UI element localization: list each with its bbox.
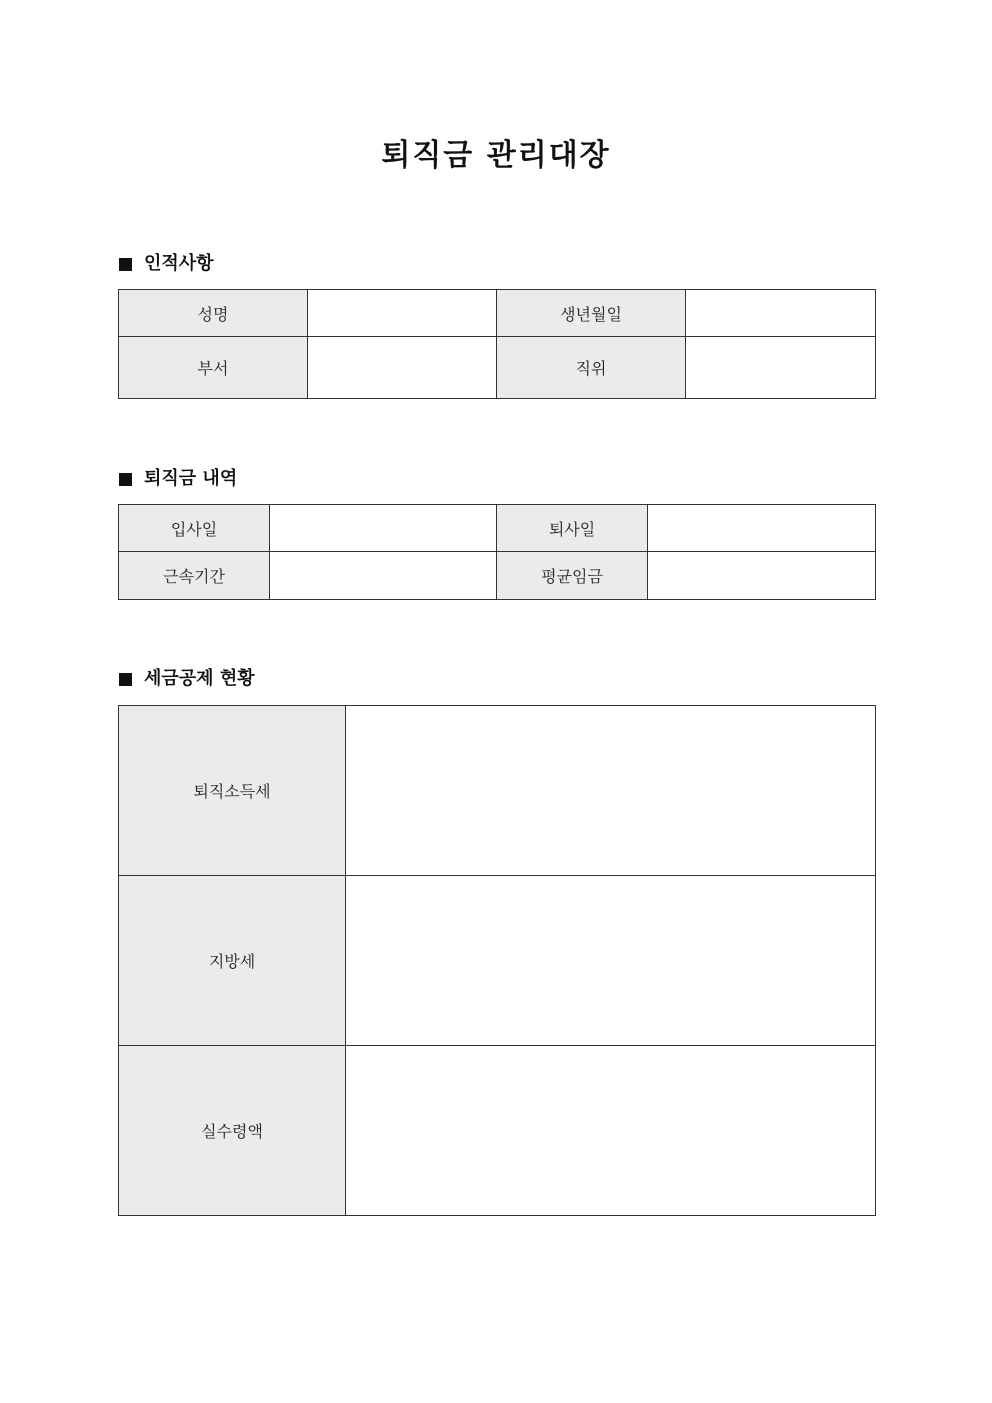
hire-date-label: 입사일 [119,505,270,552]
table-row [119,505,876,552]
tax-deduction-table [118,705,876,1216]
section-heading-label: 세금공제 현황 [144,668,255,689]
service-period-field[interactable] [270,552,497,600]
square-bullet-icon [119,258,132,271]
section-heading-severance [119,467,237,491]
section-heading-label: 인적사항 [144,253,214,274]
table-row [119,337,876,399]
page-title: 퇴직금 관리대장 [381,138,611,173]
name-label: 성명 [119,290,308,337]
section-heading-personal [119,252,214,276]
retire-date-label: 퇴사일 [497,505,648,552]
severance-table [118,504,876,600]
birthdate-field[interactable] [686,290,876,337]
birthdate-label: 생년월일 [497,290,686,337]
name-field[interactable] [308,290,497,337]
retire-date-field[interactable] [648,505,876,552]
department-label: 부서 [119,337,308,399]
table-row [119,876,876,1046]
section-heading-label: 퇴직금 내역 [144,468,238,489]
section-heading-tax [119,667,255,691]
square-bullet-icon [119,673,132,686]
table-row [119,290,876,337]
table-row [119,1046,876,1216]
retirement-income-tax-label: 퇴직소득세 [119,706,346,876]
personal-info-table [118,289,876,399]
hire-date-field[interactable] [270,505,497,552]
net-amount-label: 실수령액 [119,1046,346,1216]
average-wage-field[interactable] [648,552,876,600]
position-field[interactable] [686,337,876,399]
local-tax-field[interactable] [346,876,876,1046]
position-label: 직위 [497,337,686,399]
average-wage-label: 평균임금 [497,552,648,600]
local-tax-label: 지방세 [119,876,346,1046]
table-row [119,706,876,876]
service-period-label: 근속기간 [119,552,270,600]
department-field[interactable] [308,337,497,399]
square-bullet-icon [119,473,132,486]
retirement-income-tax-field[interactable] [346,706,876,876]
net-amount-field[interactable] [346,1046,876,1216]
table-row [119,552,876,600]
